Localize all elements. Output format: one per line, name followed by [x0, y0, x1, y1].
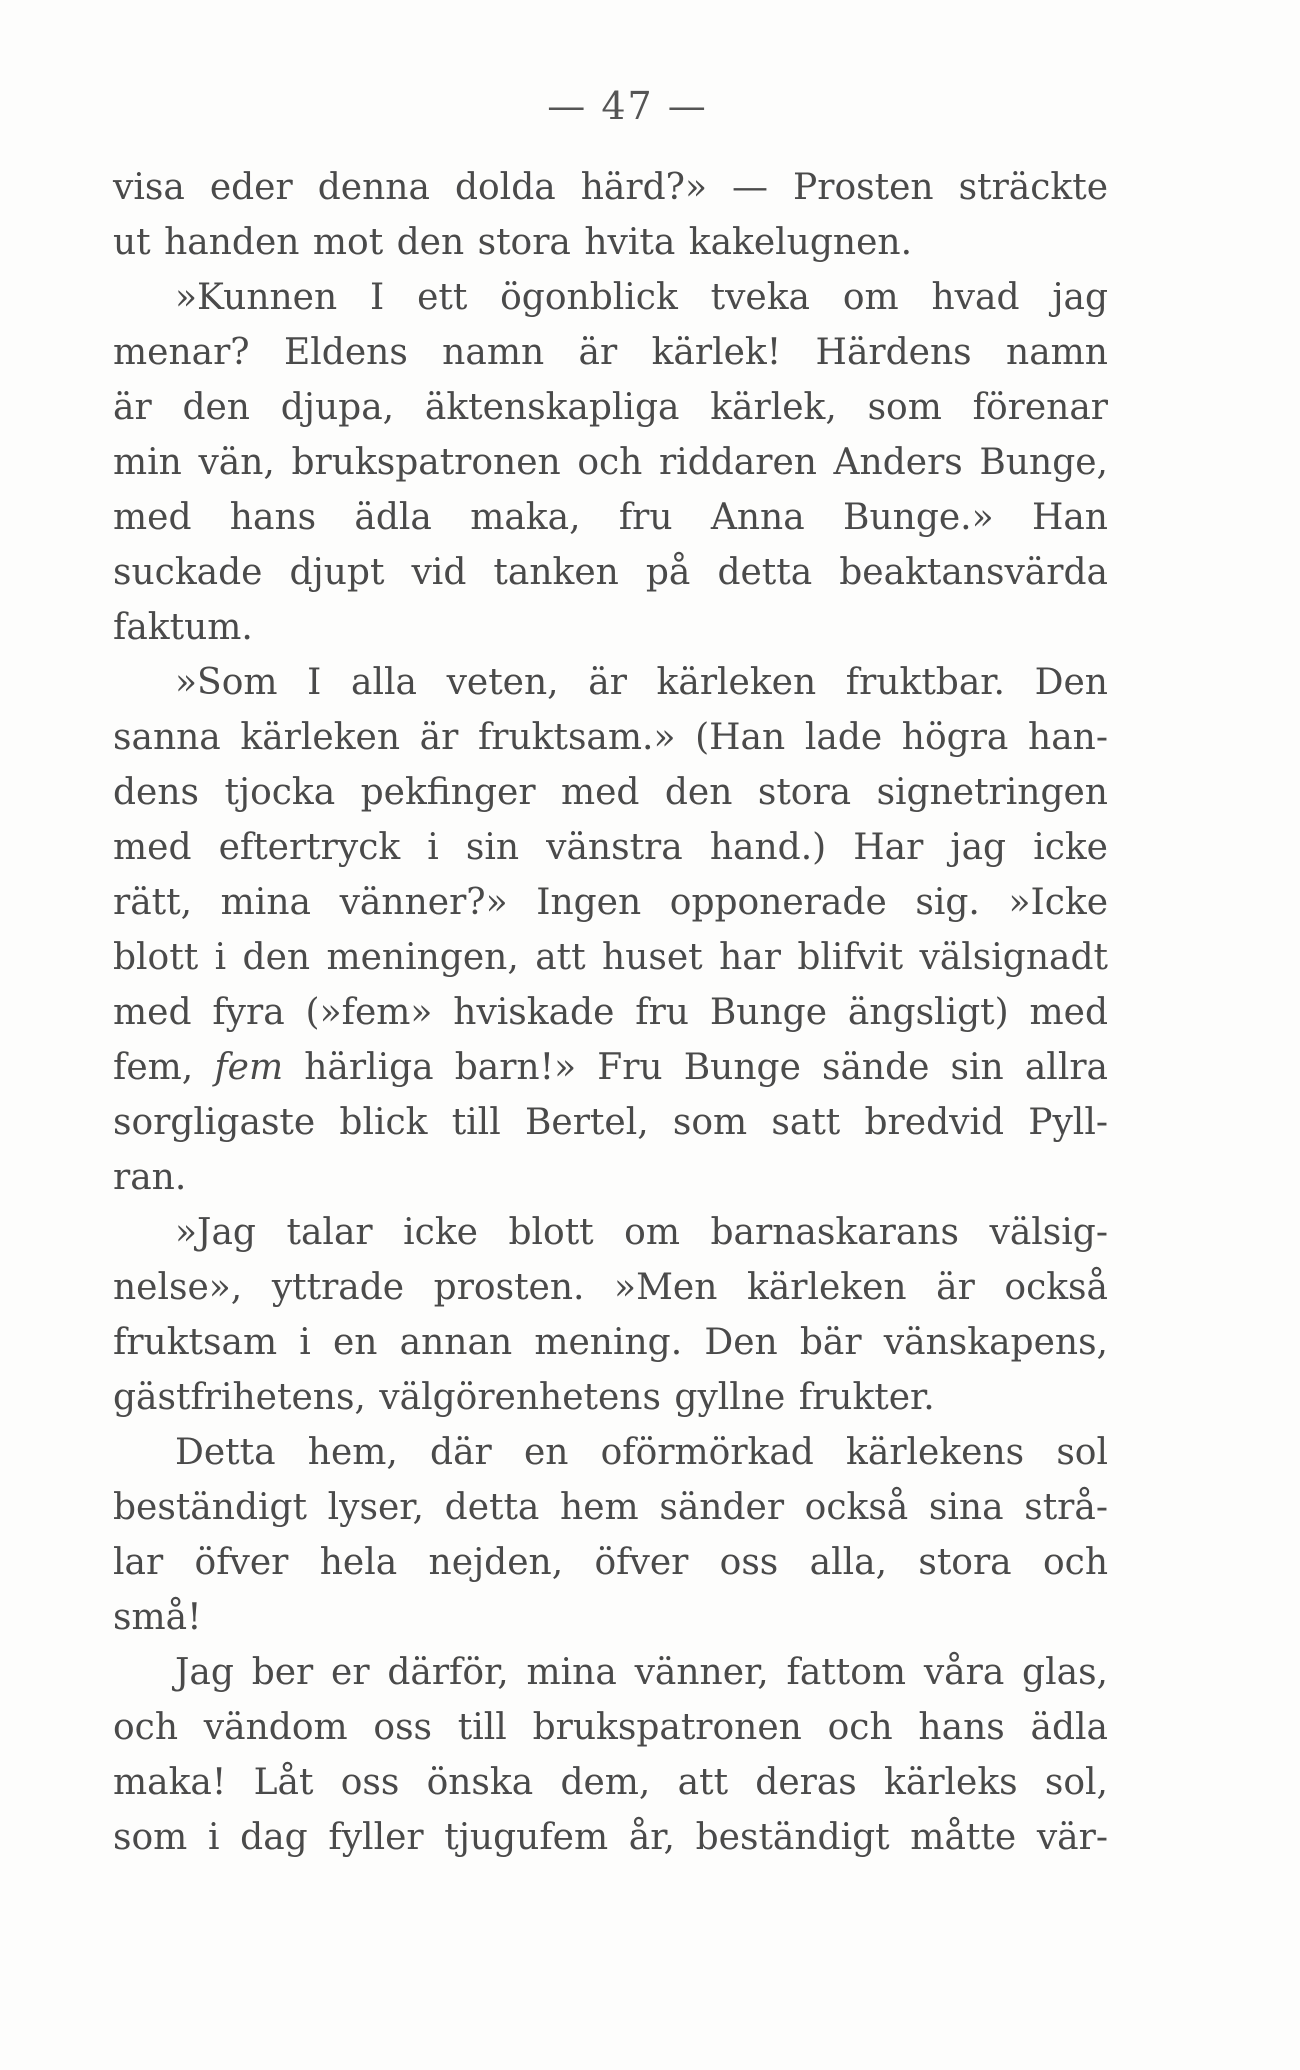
text-line: ut handen mot den stora hvita kakelugnen.: [113, 222, 913, 263]
text-segment: härliga barn!» Fru Bunge sände sin allra: [283, 1047, 1109, 1088]
text-line: och vändom oss till brukspatronen och hans ädla: [113, 1707, 1108, 1748]
text-line: sorgligaste blick till Bertel, som satt bredvid Pyll-: [113, 1102, 1108, 1143]
text-line: [113, 1040, 1108, 1095]
text-line: »Jag talar icke blott om barnaskarans välsig-: [175, 1212, 1108, 1253]
text-line: nelse», yttrade prosten. »Men kärleken är också: [113, 1267, 1108, 1308]
text-line: beständigt lyser, detta hem sänder också sina strå-: [113, 1487, 1108, 1528]
text-line: lar öfver hela nejden, öfver oss alla, stora och: [113, 1542, 1108, 1583]
text-line: visa eder denna dolda härd?» — Prosten sträckte: [113, 167, 1108, 208]
page-number: — 47 —: [547, 84, 708, 128]
text-line: med eftertryck i sin vänstra hand.) Har jag icke: [113, 827, 1108, 868]
text-line: som i dag fyller tjugufem år, beständigt måtte vär-: [113, 1817, 1108, 1858]
italic-word: fem: [214, 1047, 284, 1088]
text-line: fruktsam i en annan mening. Den bär vänskapens,: [113, 1322, 1108, 1363]
text-segment: fem,: [113, 1047, 215, 1088]
text-line: små!: [113, 1597, 202, 1638]
text-line: menar? Eldens namn är kärlek! Härdens namn: [113, 332, 1108, 373]
text-line: med fyra (»fem» hviskade fru Bunge ängsligt) med: [113, 992, 1108, 1033]
text-line: »Som I alla veten, är kärleken fruktbar. Den: [175, 662, 1108, 703]
text-line: rätt, mina vänner?» Ingen opponerade sig. »Icke: [113, 882, 1108, 923]
text-line: »Kunnen I ett ögonblick tveka om hvad jag: [175, 277, 1108, 318]
text-line: faktum.: [113, 607, 253, 648]
text-line: min vän, brukspatronen och riddaren Anders Bunge,: [113, 442, 1108, 483]
text-line: gästfrihetens, välgörenhetens gyllne frukter.: [113, 1377, 935, 1418]
text-line: maka! Låt oss önska dem, att deras kärleks sol,: [113, 1762, 1108, 1803]
text-line: sanna kärleken är fruktsam.» (Han lade högra han-: [113, 717, 1108, 758]
text-line: blott i den meningen, att huset har blifvit välsignadt: [113, 937, 1108, 978]
text-line: dens tjocka pekfinger med den stora signetringen: [113, 772, 1108, 813]
text-line: Jag ber er därför, mina vänner, fattom våra glas,: [175, 1652, 1108, 1693]
text-line: med hans ädla maka, fru Anna Bunge.» Han: [113, 497, 1108, 538]
text-line: suckade djupt vid tanken på detta beaktansvärda: [113, 552, 1108, 593]
text-line: ran.: [113, 1157, 187, 1198]
text-line: är den djupa, äktenskapliga kärlek, som förenar: [113, 387, 1108, 428]
body-text: [113, 160, 1108, 1865]
text-line: Detta hem, där en oförmörkad kärlekens sol: [175, 1432, 1108, 1473]
